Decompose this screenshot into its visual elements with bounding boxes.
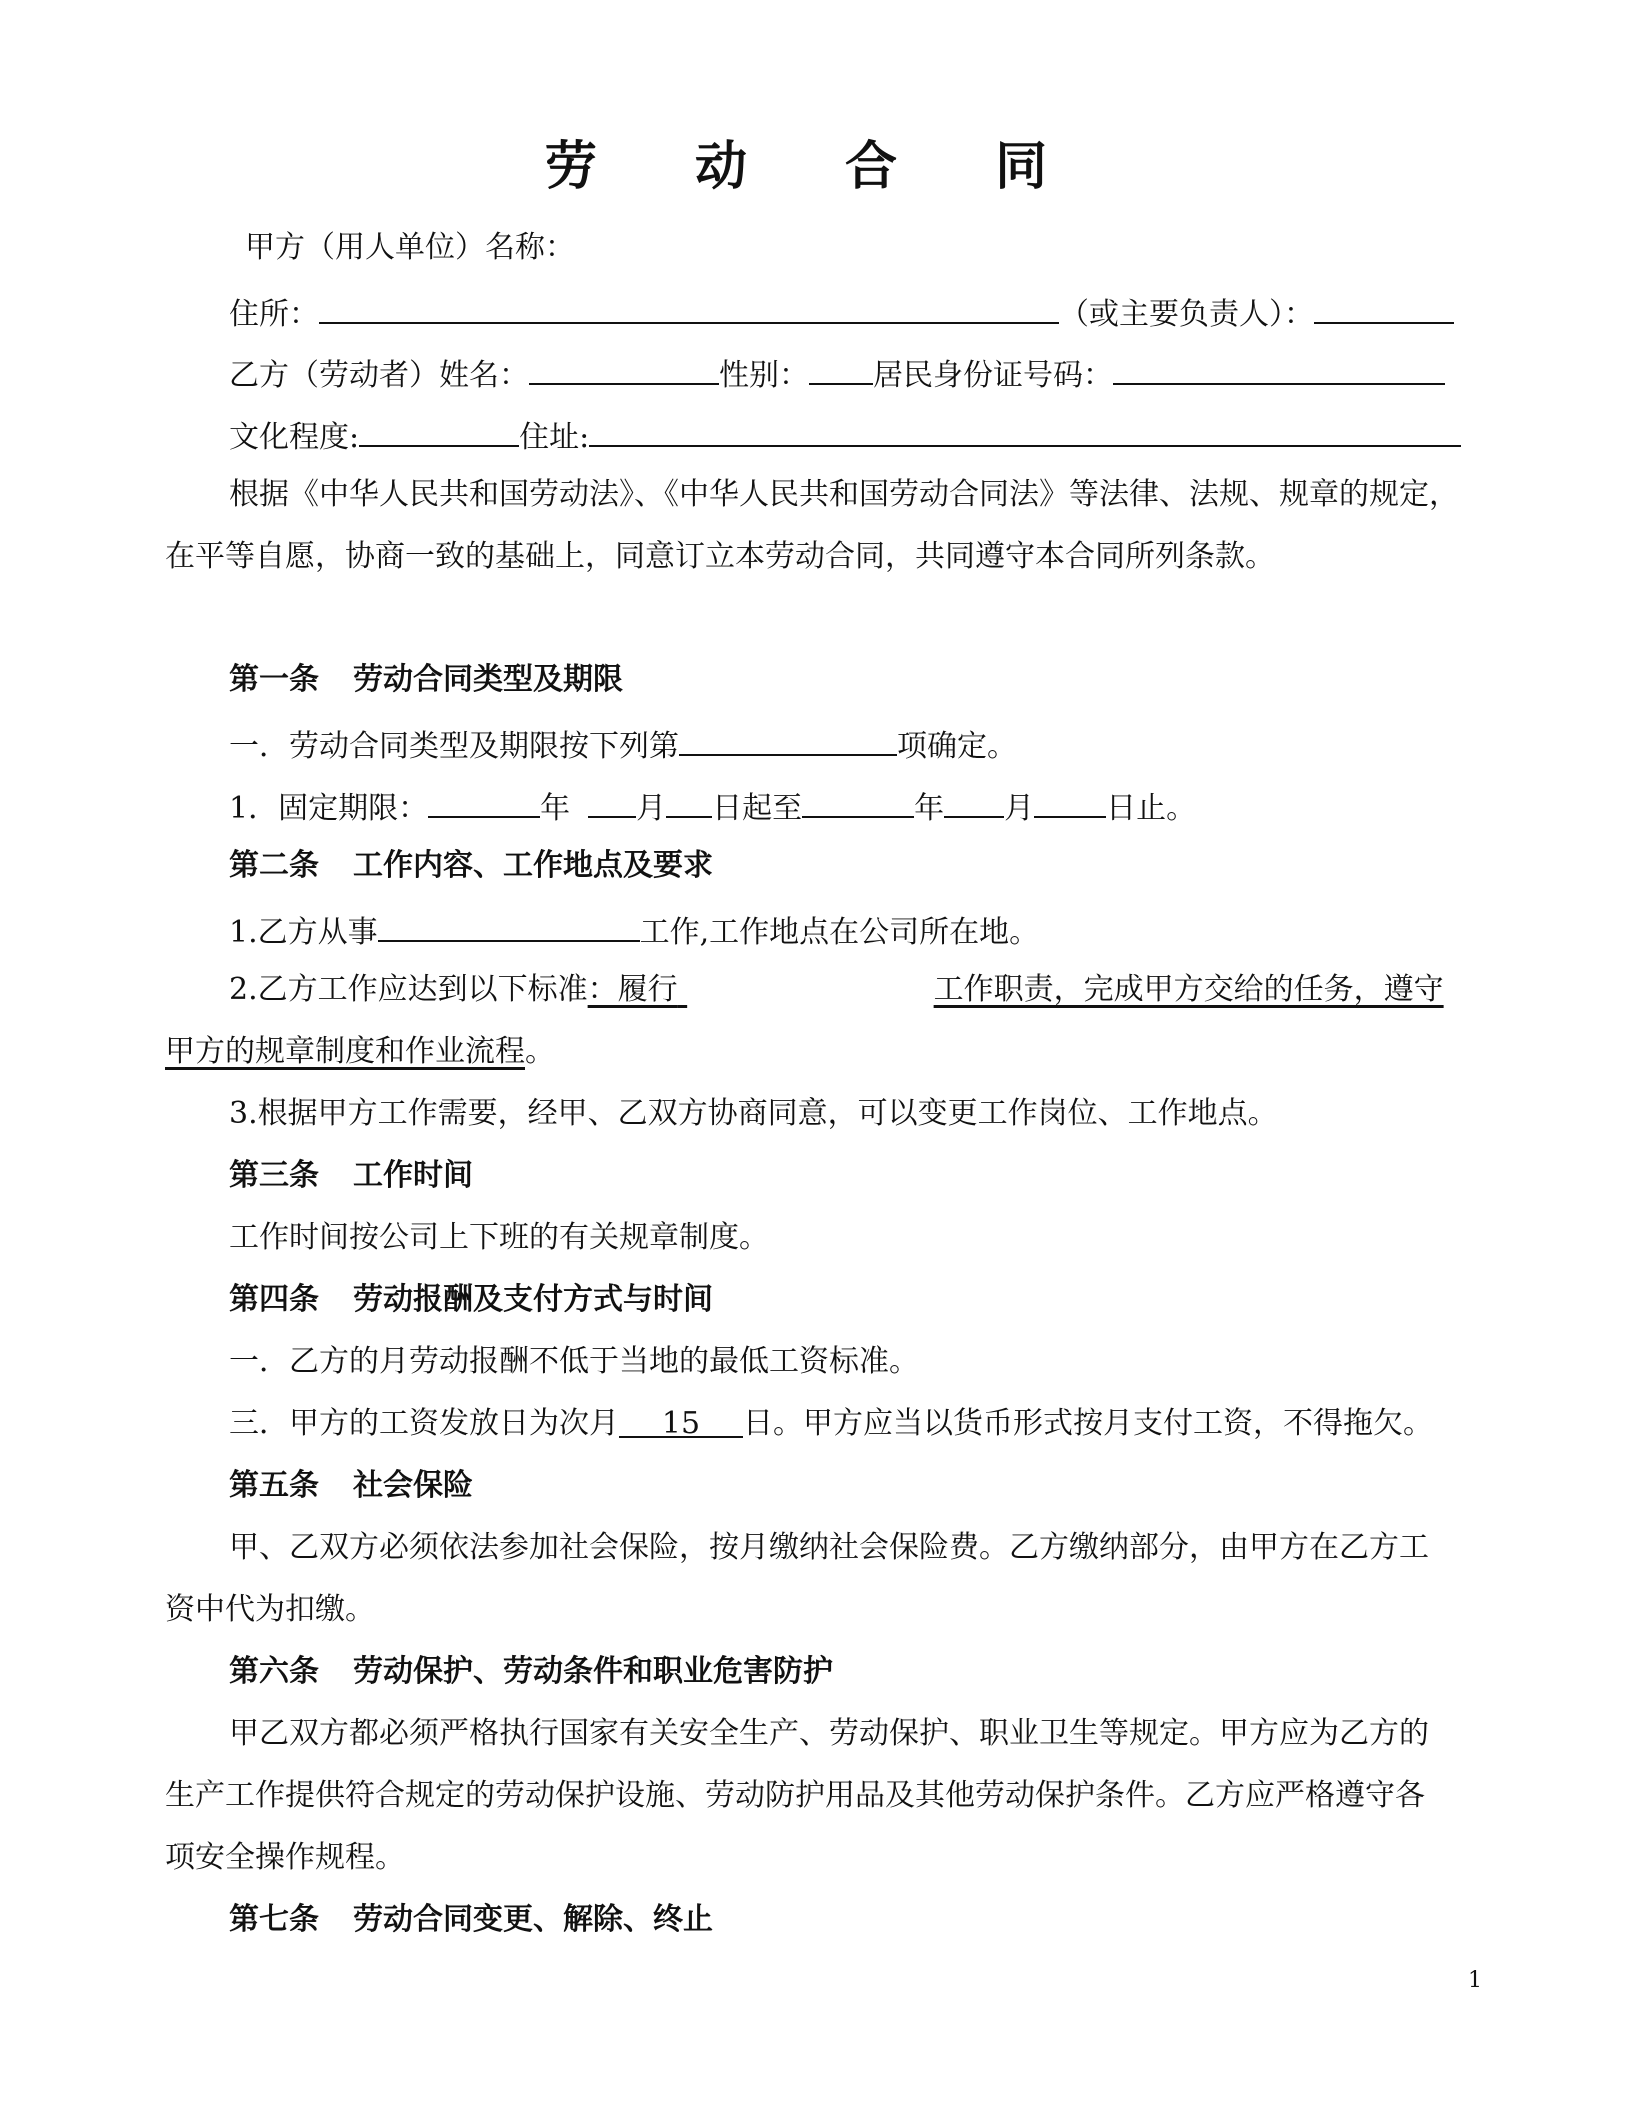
preamble-line-2: 在平等自愿，协商一致的基础上，同意订立本劳动合同，共同遵守本合同所列条款。	[165, 539, 1275, 574]
article-2-item-1-suffix: 工作,工作地点在公司所在地。	[639, 915, 1040, 950]
article-2-title: 工作内容、工作地点及要求	[353, 848, 713, 883]
article-6-line-1: 甲乙双方都必须严格执行国家有关安全生产、劳动保护、职业卫生等规定。甲方应为乙方的	[229, 1716, 1429, 1751]
party-b-name-label: 乙方（劳动者）姓名：	[229, 358, 529, 393]
article-1-title: 劳动合同类型及期限	[353, 662, 623, 697]
article-4-item-1: 一．乙方的月劳动报酬不低于当地的最低工资标准。	[229, 1344, 919, 1379]
article-2-heading	[229, 846, 713, 886]
party-a-address-label: 住所：	[229, 297, 319, 332]
article-2-item-2-underlined-3: 甲方的规章制度和作业流程	[165, 1034, 525, 1069]
article-4-item-3-suffix: 日。甲方应当以货币形式按月支付工资，不得拖欠。	[743, 1406, 1433, 1441]
article-1-item-2	[229, 784, 1196, 824]
party-b-education-field[interactable]	[359, 413, 519, 447]
article-2-item-1-text: 1.乙方从事	[229, 915, 378, 950]
article-5-title: 社会保险	[353, 1468, 473, 1503]
party-b-address-label: 住址:	[519, 420, 590, 455]
article-2-number: 第二条	[229, 848, 319, 883]
article-3-title: 工作时间	[353, 1158, 473, 1193]
party-b-id-label: 居民身份证号码：	[873, 358, 1113, 393]
article-1-item-1-suffix: 项确定。	[897, 729, 1017, 764]
article-6-title: 劳动保护、劳动条件和职业危害防护	[353, 1654, 833, 1689]
party-b-education-label: 文化程度:	[229, 420, 360, 455]
preamble-line-1: 根据《中华人民共和国劳动法》、《中华人民共和国劳动合同法》等法律、法规、规章的规定，	[229, 477, 1459, 512]
payday-field[interactable]: 15	[619, 1404, 743, 1438]
end-month-label: 月	[1004, 791, 1035, 826]
article-6-line-2: 生产工作提供符合规定的劳动保护设施、劳动防护用品及其他劳动保护条件。乙方应严格遵守各	[165, 1778, 1425, 1813]
fixed-term-label: 1．固定期限：	[229, 791, 429, 826]
article-3-number: 第三条	[229, 1158, 319, 1193]
party-a-principal-field[interactable]	[1314, 290, 1454, 324]
article-3-text: 工作时间按公司上下班的有关规章制度。	[229, 1220, 769, 1255]
article-1-item-1-text: 一．劳动合同类型及期限按下列第	[229, 729, 679, 764]
article-2-item-2-end: 。	[525, 1034, 555, 1069]
page-title: 劳 动 合 同	[544, 136, 1088, 197]
party-a-address-row	[229, 290, 1454, 330]
article-5-line-1: 甲、乙双方必须依法参加社会保险，按月缴纳社会保险费。乙方缴纳部分，由甲方在乙方工	[229, 1530, 1429, 1565]
contract-type-field[interactable]	[679, 722, 897, 756]
start-year-field[interactable]	[428, 784, 540, 818]
start-month-label: 月	[636, 791, 667, 826]
start-day-label: 日起至	[712, 791, 803, 826]
article-4-item-3-text: 三．甲方的工资发放日为次月	[229, 1406, 619, 1441]
party-b-education-row	[229, 413, 1461, 453]
article-7-heading	[229, 1900, 713, 1940]
party-b-gender-label: 性别：	[719, 358, 809, 393]
article-2-item-2-underlined-1: ：履行	[587, 972, 678, 1007]
start-year-label: 年	[540, 791, 571, 826]
article-2-item-2-text: 2.乙方工作应达到以下标准	[229, 972, 588, 1007]
article-2-item-2-cont	[165, 1032, 555, 1072]
article-1-heading	[229, 660, 623, 700]
end-year-field[interactable]	[802, 784, 914, 818]
article-2-item-3: 3.根据甲方工作需要，经甲、乙双方协商同意，可以变更工作岗位、工作地点。	[229, 1096, 1278, 1131]
party-a-name-row	[245, 228, 575, 268]
article-4-title: 劳动报酬及支付方式与时间	[353, 1282, 713, 1317]
party-b-gender-field[interactable]	[809, 351, 873, 385]
article-2-item-2-underlined-2: 工作职责，完成甲方交给的任务，遵守	[933, 972, 1444, 1007]
start-day-field[interactable]	[666, 784, 712, 818]
article-7-number: 第七条	[229, 1902, 319, 1937]
article-4-item-3	[229, 1404, 1433, 1444]
article-1-number: 第一条	[229, 662, 319, 697]
party-b-name-field[interactable]	[529, 351, 719, 385]
party-a-principal-label: （或主要负责人）：	[1059, 297, 1314, 332]
article-3-heading	[229, 1156, 473, 1196]
article-5-number: 第五条	[229, 1468, 319, 1503]
article-4-heading	[229, 1280, 713, 1320]
job-title-field[interactable]	[378, 908, 640, 942]
article-6-heading	[229, 1652, 833, 1692]
article-6-number: 第六条	[229, 1654, 319, 1689]
article-2-item-2	[229, 970, 1444, 1010]
article-4-number: 第四条	[229, 1282, 319, 1317]
party-b-name-row	[229, 351, 1445, 391]
start-month-field[interactable]	[588, 784, 636, 818]
article-2-item-1	[229, 908, 1039, 948]
article-6-line-3: 项安全操作规程。	[165, 1840, 405, 1875]
party-b-id-field[interactable]	[1113, 351, 1445, 385]
page-number: 1	[1468, 1968, 1482, 1993]
article-1-item-1	[229, 722, 1017, 762]
article-5-line-2: 资中代为扣缴。	[165, 1592, 375, 1627]
article-7-title: 劳动合同变更、解除、终止	[353, 1902, 713, 1937]
article-5-heading	[229, 1466, 473, 1506]
party-b-address-field[interactable]	[589, 413, 1461, 447]
end-day-field[interactable]	[1034, 784, 1106, 818]
party-a-address-field[interactable]	[319, 290, 1059, 324]
party-a-name-label: 甲方（用人单位）名称：	[245, 230, 575, 265]
end-year-label: 年	[914, 791, 945, 826]
end-day-label: 日止。	[1106, 791, 1197, 826]
job-duty-field[interactable]	[678, 970, 934, 1010]
end-month-field[interactable]	[944, 784, 1004, 818]
